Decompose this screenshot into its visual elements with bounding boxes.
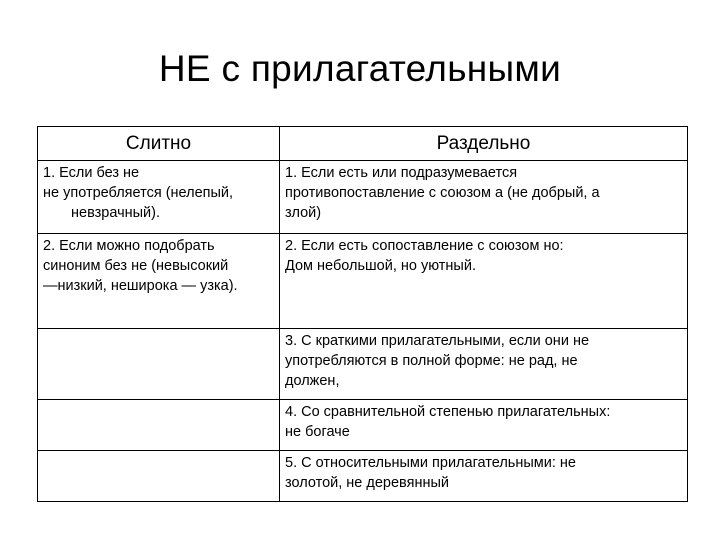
cell-line: —низкий, неширока — узка). bbox=[43, 278, 238, 294]
table-row bbox=[38, 161, 688, 234]
table-row bbox=[38, 451, 688, 502]
table-row bbox=[38, 329, 688, 400]
cell-line: золотой, не деревянный bbox=[285, 475, 449, 491]
table-header-row bbox=[38, 127, 688, 161]
rule-separately-3 bbox=[280, 329, 688, 400]
cell-line: 1. Если есть или подразумевается bbox=[285, 165, 518, 181]
rule-separately-1 bbox=[280, 161, 688, 234]
table-row bbox=[38, 400, 688, 451]
cell-line: употребляются в полной форме: не рад, не bbox=[285, 353, 578, 369]
header-separately: Раздельно bbox=[280, 127, 688, 161]
rule-together-2 bbox=[38, 234, 280, 329]
rule-separately-2 bbox=[280, 234, 688, 329]
header-together: Слитно bbox=[38, 127, 280, 161]
rule-separately-4 bbox=[280, 400, 688, 451]
cell-line: противопоставление с союзом а (не добрый, а bbox=[285, 185, 600, 201]
cell-line: 4. Со сравнительной степенью прилагательных: bbox=[285, 404, 611, 420]
cell-line: 5. С относительными прилагательными: не bbox=[285, 455, 576, 471]
cell-line: не богаче bbox=[285, 424, 350, 440]
empty-cell bbox=[38, 329, 280, 400]
cell-line: невзрачный). bbox=[71, 205, 161, 221]
cell-line: 1. Если без не bbox=[43, 165, 140, 181]
empty-cell bbox=[38, 451, 280, 502]
rule-together-1 bbox=[38, 161, 280, 234]
slide-title: НЕ с прилагательными bbox=[158, 48, 562, 89]
cell-line: синоним без не (невысокий bbox=[43, 258, 229, 274]
cell-line: злой) bbox=[285, 205, 322, 221]
cell-line: 3. С краткими прилагательными, если они не bbox=[285, 333, 590, 349]
cell-line: 2. Если можно подобрать bbox=[43, 238, 215, 254]
empty-cell bbox=[38, 400, 280, 451]
cell-line: не употребляется (нелепый, bbox=[43, 185, 234, 201]
cell-line: 2. Если есть сопоставление с союзом но: bbox=[285, 238, 564, 254]
cell-line: Дом небольшой, но уютный. bbox=[285, 258, 476, 274]
cell-line: должен, bbox=[285, 373, 340, 389]
table-row bbox=[38, 234, 688, 329]
rule-separately-5 bbox=[280, 451, 688, 502]
rules-table bbox=[37, 126, 688, 502]
